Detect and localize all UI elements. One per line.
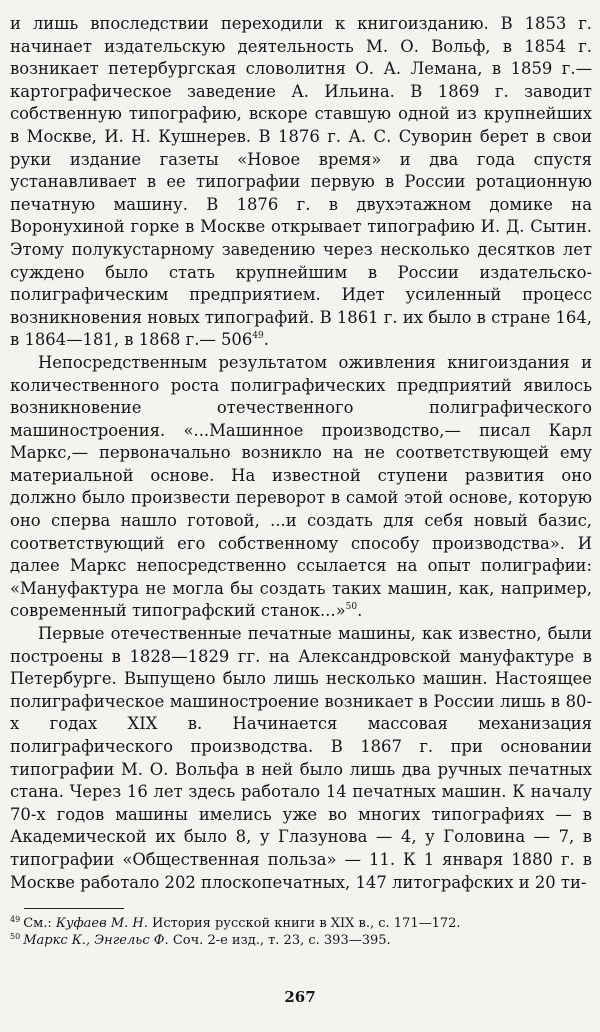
footnote-author: Маркс К., Энгельс Ф.	[23, 933, 169, 949]
paragraph-3-text: Первые отечественные печатные машины, как известно, были построены в 1828—1829 гг. на Александровской мануфактуре в Петербурге. Выпущено было лишь несколько машин. Настоящее полиграфическое машиностроение возникает в России лишь в 80-х годах XIX в. Начинается массовая механизация полиграфического производства. В 1867 г. при основании типографии М. О. Вольфа в ней было лишь два ручных печатных стана. Через 16 лет здесь работало 14 печатных машин. К началу 70-х годов машины имелись уже во многих типографиях — в Академической их было 8, у Глазунова — 4, у Головина — 7, в типографии «Общественная польза» — 11. К 1 января 1880 г. в Москве работало 202 плоскопечатных, 147 литографских и 20 ти-	[10, 624, 592, 892]
footnote-number: 50	[10, 932, 21, 942]
footnote-source: Соч. 2-е изд., т. 23, с. 393—395.	[172, 933, 391, 949]
footnote-prefix: См.:	[23, 916, 52, 932]
footnote-ref-49: 49	[252, 331, 264, 342]
footnote-divider	[24, 908, 124, 909]
footnote-source: История русской книги в XIX в., с. 171—172.	[152, 916, 461, 932]
footnote-49	[10, 915, 592, 932]
paragraph-3	[10, 623, 592, 894]
footnote-author: Куфаев М. Н.	[55, 916, 148, 932]
paragraph-1: и лишь впоследствии переходили к книгоизданию. В 1853 г. начинает издательскую деятельность М. О. Вольф, в 1854 г. возникает петербургская словолитня О. А. Лемана, в 1859 г.— картографическое заведение А. Ильина. В 1869 г. заводит собственную типографию, вскоре ставшую одной из крупнейших в Москве, И. Н. Кушнерев. В 1876 г. А. С. Суворин берет в свои руки издание газеты «Новое время» и два года спустя устанавливает в ее типографии первую в России ротационную печатную машину. В 1876 г. в двухэтажном домике на Воронухиной горке в Москве открывает типографию И. Д. Сытин. Этому полукустарному заведению через несколько десятков лет суждено было стать крупнейшим в России издательско-полиграфическим предприятием. Идет усиленный процесс возникновения новых типографий. В 1861 г. их было в стране 164, в 1864—181, в 1868 г.— $506^{49}$.	[10, 14, 592, 350]
footnote-50	[10, 932, 592, 949]
footnote-number: 49	[10, 915, 21, 925]
page-number: 267	[284, 988, 316, 1006]
footnotes	[10, 915, 592, 949]
paragraph-2-text: Непосредственным результатом оживления книгоиздания и количественного роста полиграфических предприятий явилось возникновение отечественного полиграфического машиностроения. «...Машинное производство,— писал Карл Маркс,— первоначально возникло на не соответствующей ему материальной основе. На известной ступени развития оно должно было произвести переворот в самой этой основе, которую оно сперва нашло готовой, ...и создать для себя новый базис, соответствующий его собственному способу производства». И далее Маркс непосредственно ссылается на опыт полиграфии: «Мануфактура не могла бы создать таких машин, как, например, современный типографский станок...»	[10, 352, 592, 621]
footnote-ref-50: 50	[345, 602, 358, 613]
paragraph-2: Непосредственным результатом оживления книгоиздания и количественного роста полиграфических предприятий явилось возникновение отечественного полиграфического машиностроения. «...Машинное производство,— писал Карл Маркс,— первоначально возникло на не соответствующей ему материальной основе. На известной ступени развития оно должно было произвести переворот в самой этой основе, которую оно сперва нашло готовой, ...и создать для себя новый базис, соответствующий его собственному способу производства». И далее Маркс непосредственно ссылается на опыт полиграфии: «Мануфактура не могла бы создать таких машин, как, например, современный типографский станок...»$^{50}$.	[10, 352, 592, 621]
paragraph-1-text: и лишь впоследствии переходили к книгоизданию. В 1853 г. начинает издательскую деятельность М. О. Вольф, в 1854 г. возникает петербургская словолитня О. А. Лемана, в 1859 г.— картографическое заведение А. Ильина. В 1869 г. заводит собственную типографию, вскоре ставшую одной из крупнейших в Москве, И. Н. Кушнерев. В 1876 г. А. С. Суворин берет в свои руки издание газеты «Новое время» и два года спустя устанавливает в ее типографии первую в России ротационную печатную машину. В 1876 г. в двухэтажном домике на Воронухиной горке в Москве открывает типографию И. Д. Сытин. Этому полукустарному заведению через несколько десятков лет суждено было стать крупнейшим в России издательско-полиграфическим предприятием. Идет усиленный процесс возникновения новых типографий. В 1861 г. их было в стране 164, в 1864—181, в 1868 г.— 506	[10, 14, 592, 350]
